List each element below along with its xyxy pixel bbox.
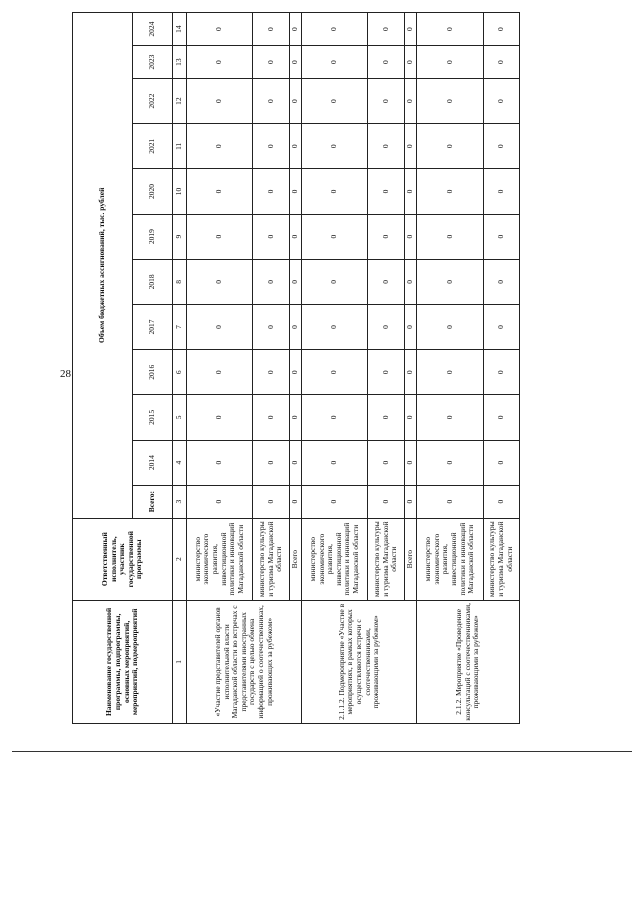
value-cell: 0 [368,304,404,349]
row-total-label: Всего [289,518,301,600]
row-responsible: министерство экономического развития, инвестиционной политики и инноваций Магаданской области [187,518,253,600]
value-cell: 0 [253,350,289,395]
value-cell: 0 [253,485,289,518]
row-responsible: министерство культуры и туризма Магаданской области [253,518,289,600]
value-cell: 0 [289,46,301,79]
header-budget: Объем бюджетных ассигнований, тыс. рублей [73,13,133,519]
value-cell: 0 [289,214,301,259]
value-cell: 0 [302,13,368,46]
value-cell: 0 [253,440,289,485]
value-cell: 0 [368,46,404,79]
value-cell: 0 [417,395,483,440]
table-row [302,13,368,724]
value-cell: 0 [187,440,253,485]
value-cell: 0 [302,46,368,79]
value-cell: 0 [368,259,404,304]
value-cell: 0 [404,440,416,485]
value-cell: 0 [187,13,253,46]
header-year: 2014 [133,440,173,485]
header-year: 2022 [133,79,173,124]
value-cell: 0 [289,259,301,304]
value-cell: 0 [289,304,301,349]
value-cell: 0 [187,395,253,440]
header-year: 2015 [133,395,173,440]
value-cell: 0 [289,395,301,440]
row-responsible: министерство культуры и туризма Магаданской области [483,518,519,600]
header-name: Наименование государственной программы, подпрограммы, основных мероприятий, мероприятий, подмероприятий [73,600,173,723]
value-cell: 0 [187,485,253,518]
value-cell: 0 [417,440,483,485]
value-cell: 0 [404,485,416,518]
value-cell: 0 [302,350,368,395]
value-cell: 0 [417,350,483,395]
header-year: 2019 [133,214,173,259]
row-name: 2.1.2. Мероприятие «Проведение консультаций с соотечественниками, проживающими за рубежом» [417,600,520,723]
value-cell: 0 [187,214,253,259]
value-cell: 0 [417,46,483,79]
table-row [417,13,483,724]
col-index: 4 [173,440,187,485]
col-index: 2 [173,518,187,600]
value-cell: 0 [483,124,519,169]
header-year: 2017 [133,304,173,349]
value-cell: 0 [289,350,301,395]
value-cell: 0 [368,169,404,214]
value-cell: 0 [289,79,301,124]
value-cell: 0 [302,485,368,518]
value-cell: 0 [483,350,519,395]
value-cell: 0 [368,485,404,518]
row-name: «Участие представителей органов исполнительной власти Магаданской области во встречах с представителями иностранных государств с целью обмена информацией о соотечественниках, проживающих за рубежом» [187,600,302,723]
row-total-label: Всего [404,518,416,600]
value-cell: 0 [417,79,483,124]
row-responsible: министерство экономического развития, инвестиционной политики и инноваций Магаданской области [417,518,483,600]
value-cell: 0 [483,169,519,214]
table-row [187,13,253,724]
value-cell: 0 [404,214,416,259]
value-cell: 0 [253,169,289,214]
value-cell: 0 [253,124,289,169]
header-total: Всего: [133,485,173,518]
col-index: 5 [173,395,187,440]
col-index: 14 [173,13,187,46]
page-number: 28 [60,368,71,380]
col-index: 9 [173,214,187,259]
col-index: 1 [173,600,187,723]
value-cell: 0 [483,304,519,349]
value-cell: 0 [187,124,253,169]
value-cell: 0 [417,304,483,349]
value-cell: 0 [368,79,404,124]
value-cell: 0 [187,259,253,304]
header-year: 2021 [133,124,173,169]
header-year: 2023 [133,46,173,79]
value-cell: 0 [483,46,519,79]
header-responsible: Ответственный исполнитель, участник государственной программы [73,518,173,600]
value-cell: 0 [368,350,404,395]
value-cell: 0 [368,440,404,485]
col-index: 6 [173,350,187,395]
col-index: 3 [173,485,187,518]
value-cell: 0 [302,124,368,169]
value-cell: 0 [417,124,483,169]
header-year: 2016 [133,350,173,395]
value-cell: 0 [187,79,253,124]
value-cell: 0 [289,169,301,214]
value-cell: 0 [483,485,519,518]
value-cell: 0 [187,304,253,349]
row-responsible: министерство культуры и туризма Магаданской области [368,518,404,600]
value-cell: 0 [302,79,368,124]
header-year: 2018 [133,259,173,304]
value-cell: 0 [289,440,301,485]
value-cell: 0 [417,485,483,518]
value-cell: 0 [417,214,483,259]
value-cell: 0 [368,124,404,169]
budget-table [72,12,520,724]
value-cell: 0 [483,440,519,485]
value-cell: 0 [302,259,368,304]
horizontal-divider [12,751,632,752]
value-cell: 0 [289,485,301,518]
rotated-table-container [72,12,520,724]
col-index: 8 [173,259,187,304]
value-cell: 0 [417,169,483,214]
value-cell: 0 [253,395,289,440]
value-cell: 0 [483,395,519,440]
value-cell: 0 [302,214,368,259]
value-cell: 0 [368,13,404,46]
value-cell: 0 [187,169,253,214]
value-cell: 0 [302,440,368,485]
value-cell: 0 [368,214,404,259]
value-cell: 0 [302,169,368,214]
value-cell: 0 [253,259,289,304]
value-cell: 0 [483,13,519,46]
value-cell: 0 [253,13,289,46]
value-cell: 0 [404,169,416,214]
value-cell: 0 [404,304,416,349]
value-cell: 0 [417,259,483,304]
value-cell: 0 [404,350,416,395]
value-cell: 0 [289,124,301,169]
value-cell: 0 [404,259,416,304]
value-cell: 0 [289,13,301,46]
value-cell: 0 [483,79,519,124]
header-year: 2020 [133,169,173,214]
value-cell: 0 [483,259,519,304]
value-cell: 0 [404,124,416,169]
value-cell: 0 [404,79,416,124]
value-cell: 0 [404,13,416,46]
value-cell: 0 [253,46,289,79]
value-cell: 0 [404,46,416,79]
value-cell: 0 [404,395,416,440]
value-cell: 0 [302,304,368,349]
header-year: 2024 [133,13,173,46]
value-cell: 0 [253,304,289,349]
col-index: 12 [173,79,187,124]
col-index: 13 [173,46,187,79]
col-index: 11 [173,124,187,169]
value-cell: 0 [187,46,253,79]
value-cell: 0 [253,214,289,259]
col-index: 10 [173,169,187,214]
value-cell: 0 [483,214,519,259]
value-cell: 0 [417,13,483,46]
value-cell: 0 [187,350,253,395]
value-cell: 0 [253,79,289,124]
value-cell: 0 [368,395,404,440]
row-responsible: министерство экономического развития, инвестиционной политики и инноваций Магаданской области [302,518,368,600]
col-index: 7 [173,304,187,349]
table-body [187,13,520,724]
value-cell: 0 [302,395,368,440]
row-name: 2.1.1.2. Подмероприятие «Участие в мероприятиях, в рамках которых осуществляются встречи с соотечественниками, проживающими за рубежом» [302,600,417,723]
